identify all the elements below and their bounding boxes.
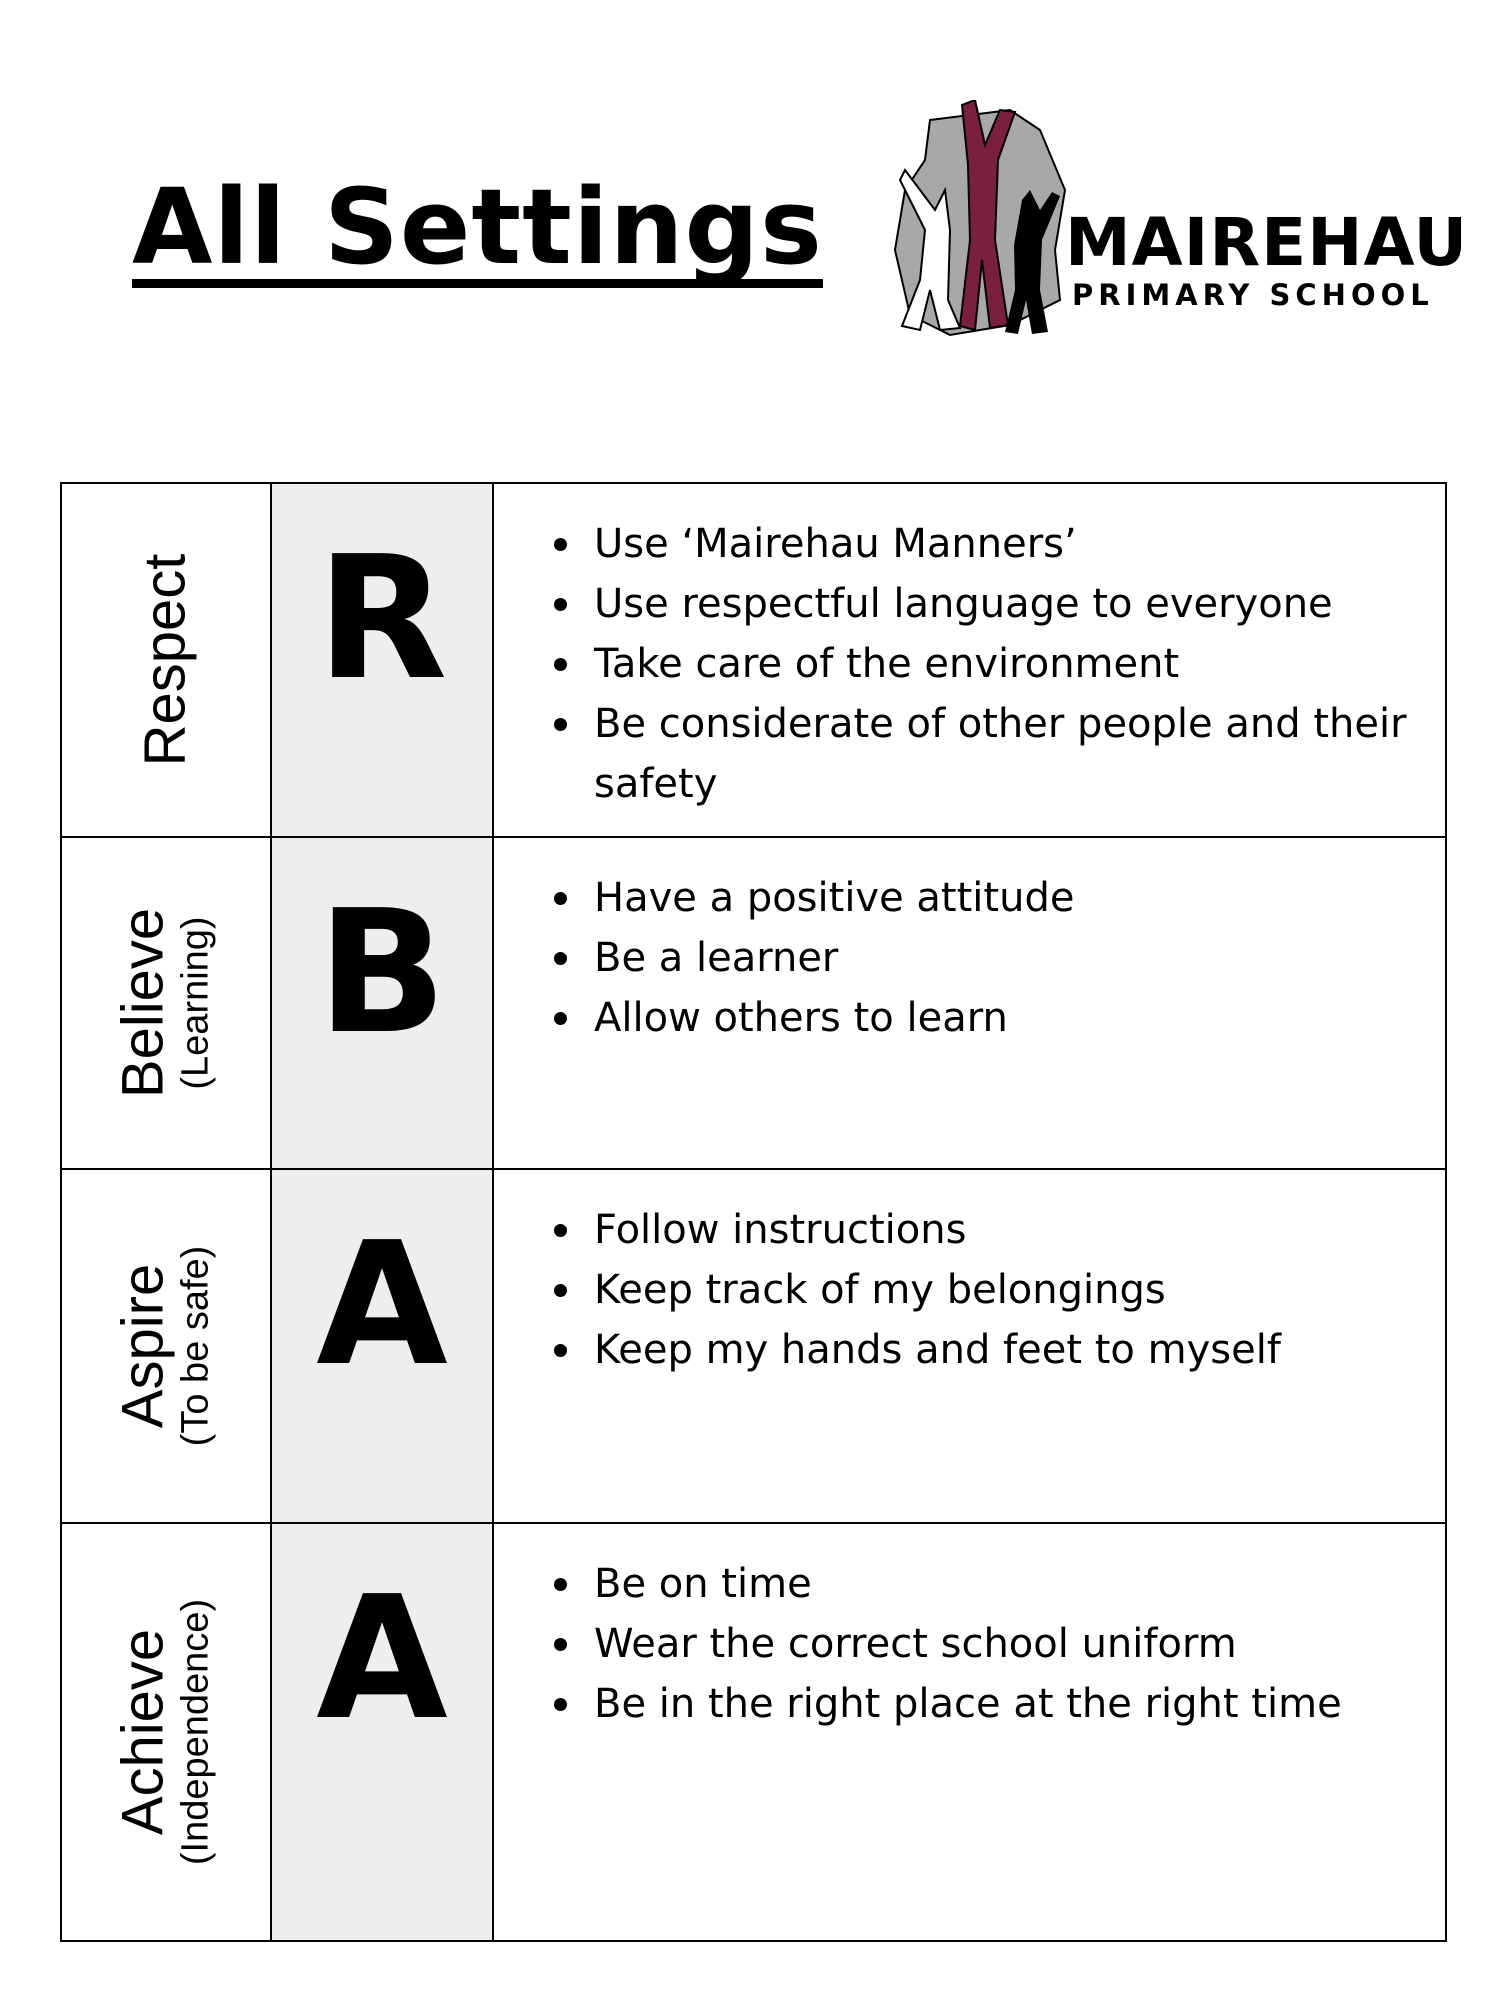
letter-cell [271, 1169, 493, 1523]
value-name: Respect [132, 553, 198, 767]
list-item: Use respectful language to everyone [554, 574, 1435, 634]
list-item: Have a positive attitude [554, 868, 1435, 928]
value-name: Believe [110, 907, 176, 1099]
value-name: Achieve [110, 1628, 176, 1836]
figures-logo-icon [890, 100, 1070, 340]
table-row-achieve [61, 1523, 1446, 1941]
value-sublabel: (To be safe) [174, 1245, 217, 1447]
value-letter: A [316, 1560, 448, 1758]
list-item: Allow others to learn [554, 988, 1435, 1048]
behaviours-list [494, 1524, 1445, 1734]
list-item: Be on time [554, 1554, 1435, 1614]
behaviours-cell [493, 837, 1446, 1169]
row-label-cell [61, 1523, 271, 1941]
row-label [110, 1598, 219, 1866]
letter-cell [271, 483, 493, 837]
row-label [132, 553, 198, 767]
values-table [60, 482, 1447, 1942]
list-item: Be a learner [554, 928, 1435, 988]
list-item: Follow instructions [554, 1200, 1435, 1260]
table-row-aspire [61, 1169, 1446, 1523]
letter-cell [271, 837, 493, 1169]
behaviours-cell [493, 1169, 1446, 1523]
list-item: Keep my hands and feet to myself [554, 1320, 1435, 1380]
list-item: Take care of the environment [554, 634, 1435, 694]
value-name: Aspire [110, 1263, 176, 1429]
row-label-cell [61, 837, 271, 1169]
behaviours-list [494, 1170, 1445, 1380]
school-logo [890, 100, 1470, 340]
list-item: Keep track of my belongings [554, 1260, 1435, 1320]
value-letter: B [317, 874, 447, 1072]
behaviours-list [494, 484, 1445, 814]
letter-cell [271, 1523, 493, 1941]
row-label [110, 907, 219, 1099]
behaviours-list [494, 838, 1445, 1048]
page-title: All Settings [132, 165, 823, 288]
value-letter: R [316, 520, 448, 718]
school-subtitle: PRIMARY SCHOOL [1072, 278, 1434, 312]
row-label [110, 1245, 219, 1447]
list-item: Wear the correct school uniform [554, 1614, 1435, 1674]
behaviours-cell [493, 483, 1446, 837]
behaviours-cell [493, 1523, 1446, 1941]
list-item: Use ‘Mairehau Manners’ [554, 514, 1435, 574]
row-label-cell [61, 483, 271, 837]
table-row-believe [61, 837, 1446, 1169]
value-sublabel: (Independence) [174, 1598, 217, 1866]
value-sublabel: (Learning) [174, 916, 217, 1090]
row-label-cell [61, 1169, 271, 1523]
list-item: Be considerate of other people and their safety [554, 694, 1435, 814]
list-item: Be in the right place at the right time [554, 1674, 1435, 1734]
table-row-respect [61, 483, 1446, 837]
value-letter: A [316, 1206, 448, 1404]
school-name: MAIREHAU [1065, 204, 1469, 281]
